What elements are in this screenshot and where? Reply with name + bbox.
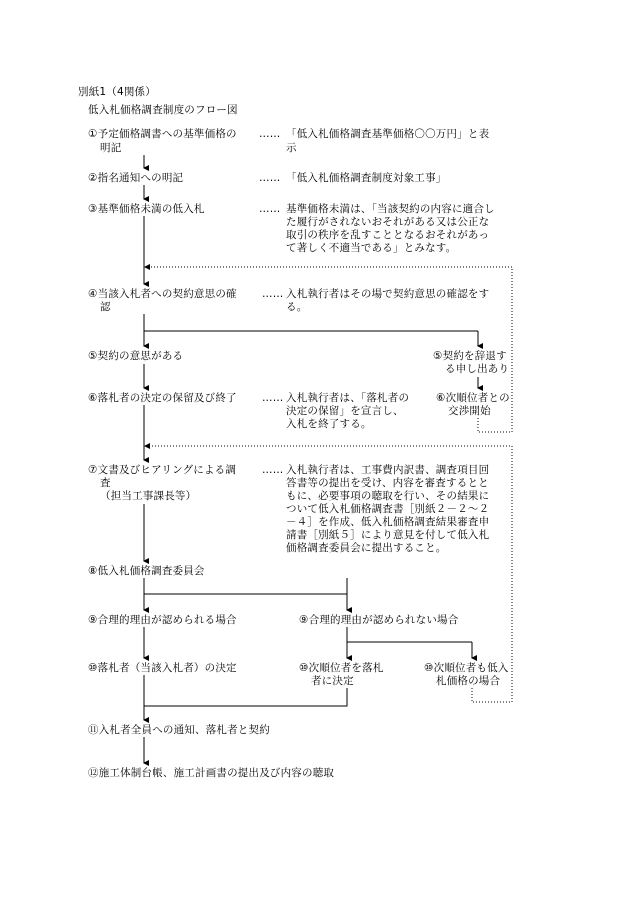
step-4-text: ④当該入札者への契約意思の確	[88, 288, 237, 300]
step-7-note-cont: もに、必要事項の聴取を行い、その結果に	[286, 490, 490, 502]
step-3-note-cont: て著しく不適当である」とみなす。	[286, 242, 457, 254]
step-11-text: ⑪入札者全員への通知、落札者と契約	[88, 724, 270, 736]
step-6-leader-dots: ……	[262, 392, 284, 404]
step-1-text: ①予定価格調書への基準価格の	[88, 128, 237, 140]
step-6-note-cont: 決定の保留」を宣言し、	[286, 405, 404, 417]
step-7-note-cont: ついて低入札価格調査書［別紙２－２～２	[286, 503, 490, 515]
step-9b-text: ⑨合理的理由が認められない場合	[299, 614, 459, 626]
step-5-text: ⑤契約の意思がある	[88, 350, 184, 362]
step-6-text: ⑥落札者の決定の保留及び終了	[88, 392, 237, 404]
step-1-text-cont: 明記	[100, 142, 122, 154]
step-6-note-cont: 入札を終了する。	[286, 418, 372, 430]
dotted-loop-return-4	[150, 267, 512, 432]
step-7-note: 入札執行者は、工事費内訳書、調査項目回	[286, 464, 490, 476]
step-3-text: ③基準価格未満の低入札	[88, 203, 205, 215]
step-6b-text-cont: 交渉開始	[448, 405, 491, 417]
step-3-note-cont: 取引の秩序を乱すこととなるおそれがあっ	[286, 229, 490, 241]
step-3-leader-dots: ……	[259, 203, 281, 215]
dotted-6b-loop	[478, 418, 512, 432]
step-9a-text: ⑨合理的理由が認められる場合	[88, 614, 237, 626]
step-12-text: ⑫施工体制台帳、施工計画書の提出及び内容の聴取	[88, 767, 335, 779]
step-8-text: ⑧低入札価格調査委員会	[88, 565, 205, 577]
step-10c-text: ⑩次順位者も低入	[424, 662, 509, 674]
step-1-note: 「低入札価格調査基準価格〇〇万円」と表	[286, 128, 490, 140]
step-3-note: 基準価格未満は、「当該契約の内容に適合し	[286, 203, 495, 215]
step-7-leader-dots: ……	[262, 464, 284, 476]
step-7-text: ⑦文書及びヒアリングによる調	[88, 464, 237, 476]
annex-label: 別紙1（4関係）	[78, 86, 156, 98]
step-10a-text: ⑩落札者（当該入札者）の決定	[88, 662, 237, 674]
step-10b-text-cont: 者に決定	[311, 675, 354, 687]
step-7-text-cont: 査	[100, 477, 111, 489]
step-7-note-cont: 答書等の提出を受け、内容を審査するとと	[286, 477, 489, 489]
step-2-note: 「低入札価格調査制度対象工事」	[286, 172, 447, 184]
step-3-note-cont: た履行がされないおそれがある又は公正な	[286, 216, 490, 228]
step-6b-text: ⑥次順位者との	[436, 392, 510, 404]
step-4-text-cont: 認	[100, 301, 111, 313]
connector-10b-to-11	[144, 688, 347, 706]
dotted-loop-arrowhead-4	[144, 264, 150, 270]
dotted-loop-arrowhead-7	[144, 443, 150, 449]
dotted-loop-return-7	[150, 446, 512, 702]
step-4-note-cont: る。	[286, 301, 308, 313]
step-2-leader-dots: ……	[259, 172, 281, 184]
document-title: 低入札価格調査制度のフロー図	[88, 104, 238, 116]
step-1-note-cont: 示	[286, 142, 297, 154]
step-5b-text: ⑤契約を辞退す	[433, 350, 507, 362]
step-4-note: 入札執行者はその場で契約意思の確認をす	[286, 288, 490, 300]
step-1-leader-dots: ……	[259, 128, 281, 140]
step-7-note-cont: －４］を作成、低入札価格調査結果審査申	[286, 516, 490, 528]
dotted-10c-loop	[472, 688, 512, 702]
step-7-responsible: （担当工事課長等）	[100, 490, 197, 502]
step-10b-text: ⑩次順位者を落札	[299, 662, 384, 674]
step-2-text: ②指名通知への明記	[88, 172, 184, 184]
step-4-leader-dots: ……	[262, 288, 284, 300]
step-7-note-cont: 価格調査委員会に提出すること。	[286, 542, 447, 554]
step-10c-text-cont: 札価格の場合	[436, 675, 501, 687]
step-6-note: 入札執行者は、「落札者の	[286, 392, 410, 404]
step-5b-text-cont: る申し出あり	[445, 363, 510, 375]
step-7-note-cont: 請書［別紙５］により意見を付して低入札	[286, 529, 490, 541]
